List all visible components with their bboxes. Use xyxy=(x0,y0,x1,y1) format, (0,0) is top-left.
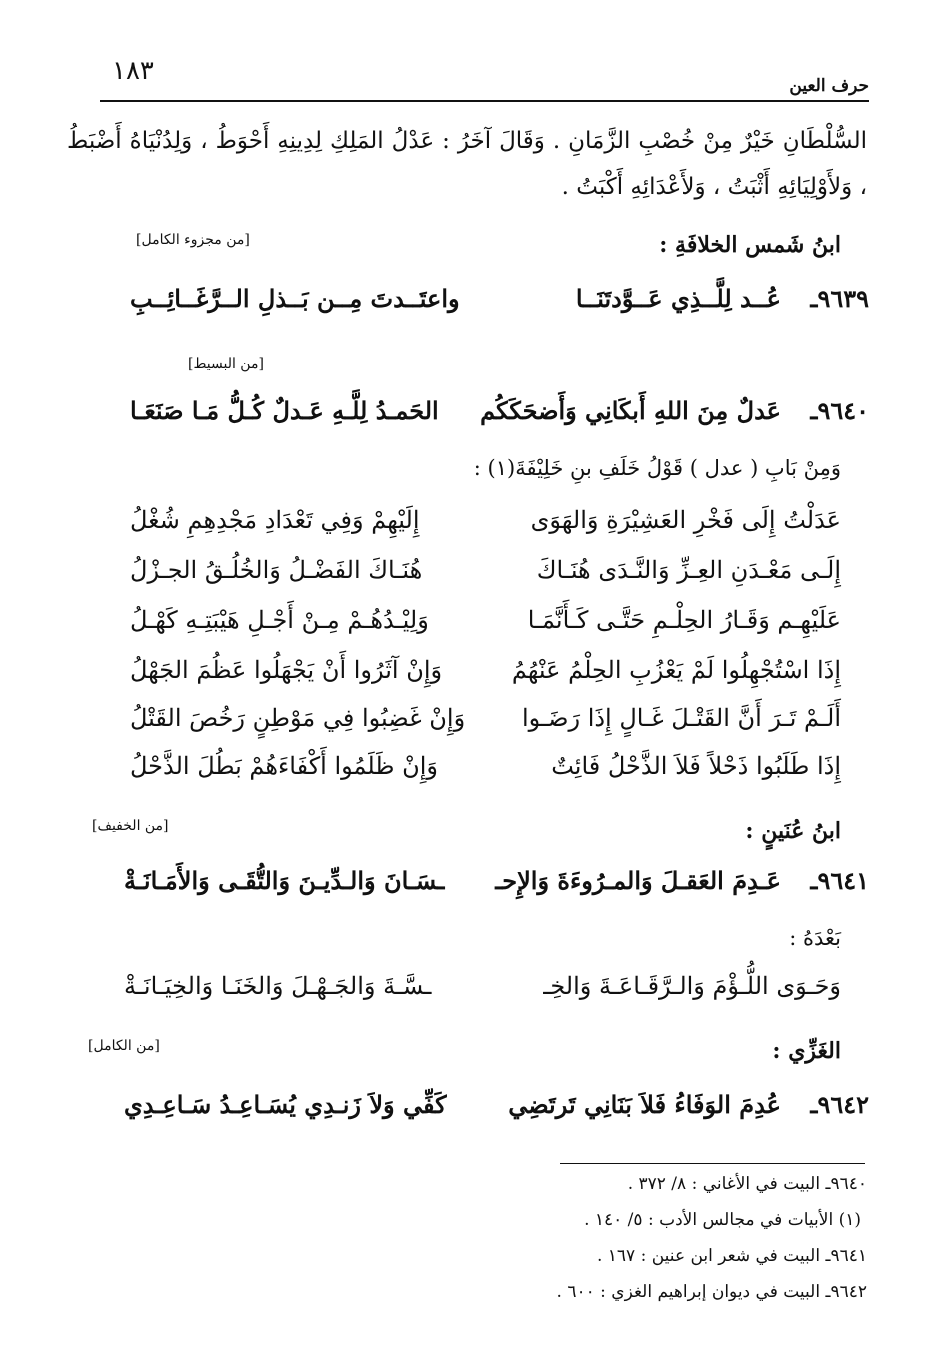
poet-name: ابنُ عُنَينٍ : xyxy=(745,818,841,844)
chapter-title: حرف العين xyxy=(789,76,869,96)
poem-first-hemistich: عَلَيْهِـم وَقَـارُ الحِلْـمِ حَتَّـى كَـأَنَّمَـا xyxy=(527,606,841,634)
verse-second-hemistich: كَفِّي وَلاَ زَنـدِي يُسَـاعِـدُ سَـاعِـدِي xyxy=(124,1090,447,1119)
verse-second-hemistich: الحَمـدُ لِلَّـهِ عَـدلٌ كُـلُّ مَـا صَنَعَـا xyxy=(130,396,439,425)
poet-name: الغَزِّي : xyxy=(772,1038,841,1064)
poet-name: ابنُ شَمس الخلافَةِ : xyxy=(659,232,841,258)
footnote: (١) الأبيات في مجالس الأدب : ٥/ ١٤٠ . xyxy=(584,1210,861,1230)
verse-first-hemistich: وَحَـوَى اللُّـؤْمَ وَالـرَّقَـاعَـةَ وَالخِـ xyxy=(543,972,841,1000)
poem-second-hemistich: وَلِيْـدُهُـمْ مِـنْ أَجْـلِ هَيْبَتِـهِ كَهْـلُ xyxy=(130,606,429,634)
meter-label: [من مجزوء الكامل] xyxy=(136,232,250,248)
section-intro: وَمِنْ بَابِ ( عدل ) قَوْلُ خَلَفِ بنِ خَلِيْفَةَ(١) : xyxy=(473,456,841,480)
page-number: ١٨٣ xyxy=(112,56,154,86)
poem-first-hemistich: إِلَـى مَعْـدَنِ العِـزِّ وَالنَّـدَى هُنَـاكَ xyxy=(536,556,841,584)
verse-second-hemistich: واعتَــدتَ مِــن بَــذلِ الــرَّغَــائِــبِ xyxy=(130,284,460,313)
footnote: ٩٦٤٠ـ البيت في الأغاني : ٨/ ٣٧٢ . xyxy=(627,1174,867,1194)
header-divider xyxy=(100,100,869,102)
continuation-label: بَعْدَهُ : xyxy=(789,926,841,950)
intro-prose: السُّلْطَانِ خَيْرٌ مِنْ خُصْبِ الزَّمَانِ . وَقَالَ آخَرُ : عَدْلُ المَلِكِ لِدِينِهِ أَحْوَطُ ، وَلِدُنْيَاهُ أَضْبَطُ ، وَلأَوْلِيَائِهِ أَثْبَتُ ، وَلأَعْدَائِهِ أَكْبَتُ . xyxy=(67,128,867,200)
verse-first-hemistich: عَـدِمَ العَقـلَ وَالمـرُوءَةَ وَالإِحـ xyxy=(495,866,781,895)
poem-first-hemistich: إِذَا اسْتُجْهِلُوا لَمْ يَعْزُبِ الحِلْمُ عَنْهُمُ xyxy=(511,656,841,684)
verse-first-hemistich: عُــد لِلَّــذِي عَــوَّدتَنَــا xyxy=(575,284,781,313)
poem-second-hemistich: إِلَيْهِمْ وَفِي تَعْدَادِ مَجْدِهِمِ شُغْلُ xyxy=(130,506,420,534)
poem-first-hemistich: إِذَا طَلَبُوا ذَحْلاً فَلاَ الذَّحْلُ فَائِتٌ xyxy=(551,752,841,780)
poem-second-hemistich: هُنَـاكَ الفَضْـلُ وَالخُلُـقُ الجـزْلُ xyxy=(130,556,423,584)
footnote-divider xyxy=(560,1163,865,1164)
meter-label: [من الكامل] xyxy=(88,1038,160,1054)
meter-label: [من الخفيف] xyxy=(92,818,169,834)
poem-second-hemistich: وَإِنْ آثَرُوا أَنْ يَجْهَلُوا عَظُمَ الجَهْلُ xyxy=(130,656,443,684)
verse-number: ٩٦٤٠ـ xyxy=(810,396,869,425)
poem-second-hemistich: وَإِنْ غَضِبُوا فِي مَوْطِنٍ رَخُصَ القَتْلُ xyxy=(130,704,466,732)
verse-number: ٩٦٣٩ـ xyxy=(810,284,869,313)
poem-first-hemistich: أَلَـمْ تَـرَ أَنَّ القَتْـلَ غَـالٍ إِذَا رَضَـوا xyxy=(522,704,841,732)
footnote: ٩٦٤٢ـ البيت في ديوان إبراهيم الغزي : ٦٠٠ . xyxy=(556,1282,867,1302)
poem-first-hemistich: عَدَلْتُ إِلَى فَخْرِ العَشِيْرَةِ وَالهَوَى xyxy=(530,506,841,534)
verse-first-hemistich: عَدلٌ مِنَ اللهِ أَبكَانِي وَأَضحَكَكُم xyxy=(480,396,781,425)
verse-second-hemistich: ـسَّـةَ وَالجَـهْـلَ وَالخَنَـا وَالخِيَـانَـةْ xyxy=(124,972,432,1000)
meter-label: [من البسيط] xyxy=(188,356,264,372)
verse-first-hemistich: عُدِمَ الوَفَاءُ فَلاَ بَنَانِي تَرتَضِي xyxy=(508,1090,781,1119)
footnote: ٩٦٤١ـ البيت في شعر ابن عنين : ١٦٧ . xyxy=(596,1246,867,1266)
poem-second-hemistich: وَإِنْ ظَلَمُوا أَكْفَاءَهُمْ بَطُلَ الذَّحْلُ xyxy=(130,752,438,780)
verse-number: ٩٦٤١ـ xyxy=(810,866,869,895)
verse-second-hemistich: ـسَـانَ وَالـدِّيـنَ وَالتُّقَـى وَالأَمَـانَـةْ xyxy=(124,866,445,895)
verse-number: ٩٦٤٢ـ xyxy=(810,1090,869,1119)
